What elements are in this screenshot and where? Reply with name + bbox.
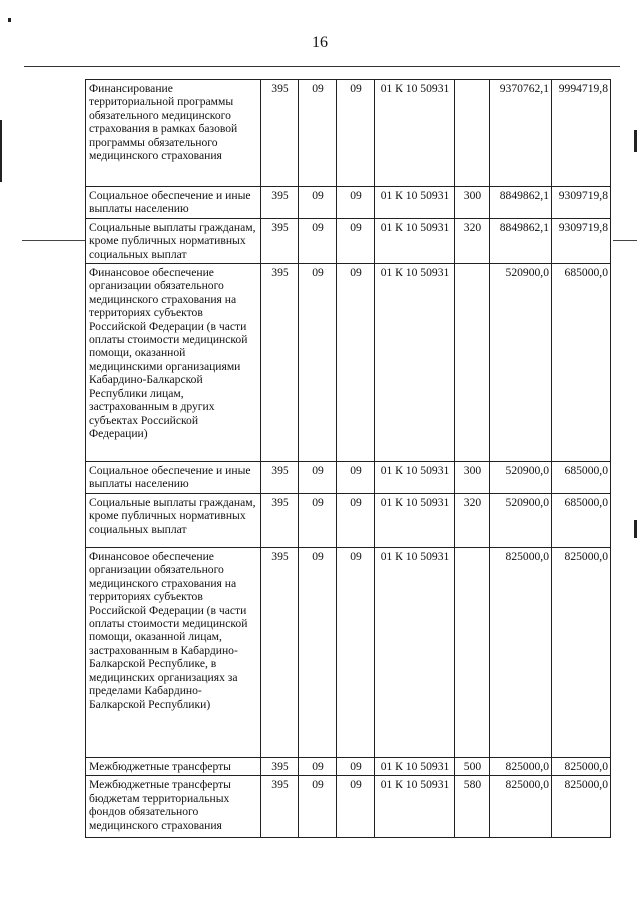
target-article-code: 01 К 10 50931	[375, 264, 455, 462]
amount-year-2: 9309719,8	[552, 218, 611, 263]
row-name: Межбюджетные трансферты бюджетам территориальных фондов обязательного медицинского страхования	[86, 776, 261, 838]
scan-artifact	[634, 130, 637, 152]
target-article-code: 01 К 10 50931	[375, 494, 455, 548]
ministry-code: 395	[261, 758, 299, 776]
section-code: 09	[299, 462, 337, 494]
row-name: Социальные выплаты гражданам, кроме публичных нормативных социальных выплат	[86, 218, 261, 263]
amount-year-1: 520900,0	[490, 264, 552, 462]
ministry-code: 395	[261, 187, 299, 219]
table-row	[86, 776, 611, 838]
subsection-code: 09	[337, 462, 375, 494]
subsection-code: 09	[337, 776, 375, 838]
ministry-code: 395	[261, 80, 299, 187]
expense-type-code: 300	[455, 462, 490, 494]
subsection-code: 09	[337, 758, 375, 776]
amount-year-2: 825000,0	[552, 776, 611, 838]
target-article-code: 01 К 10 50931	[375, 187, 455, 219]
section-code: 09	[299, 187, 337, 219]
ministry-code: 395	[261, 264, 299, 462]
scan-artifact	[22, 240, 86, 241]
ministry-code: 395	[261, 494, 299, 548]
amount-year-2: 825000,0	[552, 548, 611, 758]
subsection-code: 09	[337, 187, 375, 219]
target-article-code: 01 К 10 50931	[375, 548, 455, 758]
expense-type-code: 300	[455, 187, 490, 219]
ministry-code: 395	[261, 776, 299, 838]
table-row	[86, 462, 611, 494]
row-name: Финансовое обеспечение организации обязательного медицинского страхования на территориях субъектов Российской Федерации (в части оплаты стоимости медицинской помощи, оказанной медицинскими организациями Кабардино-Балкарской Республики лицам, застрахованным в других субъектах Российской Федерации)	[86, 264, 261, 462]
section-code: 09	[299, 548, 337, 758]
target-article-code: 01 К 10 50931	[375, 80, 455, 187]
expense-type-code	[455, 548, 490, 758]
table-row	[86, 758, 611, 776]
amount-year-1: 520900,0	[490, 462, 552, 494]
scan-artifact	[634, 520, 637, 538]
subsection-code: 09	[337, 218, 375, 263]
expense-type-code	[455, 264, 490, 462]
subsection-code: 09	[337, 264, 375, 462]
row-name: Межбюджетные трансферты	[86, 758, 261, 776]
target-article-code: 01 К 10 50931	[375, 776, 455, 838]
scan-artifact	[0, 120, 2, 182]
budget-table	[85, 79, 611, 838]
table-row	[86, 218, 611, 263]
scan-artifact	[8, 18, 11, 22]
section-code: 09	[299, 218, 337, 263]
expense-type-code: 320	[455, 494, 490, 548]
row-name: Социальное обеспечение и иные выплаты населению	[86, 462, 261, 494]
amount-year-1: 825000,0	[490, 548, 552, 758]
page-number: 16	[312, 34, 328, 51]
amount-year-1: 8849862,1	[490, 218, 552, 263]
amount-year-2: 685000,0	[552, 264, 611, 462]
scan-artifact	[613, 240, 637, 241]
target-article-code: 01 К 10 50931	[375, 462, 455, 494]
target-article-code: 01 К 10 50931	[375, 218, 455, 263]
ministry-code: 395	[261, 218, 299, 263]
subsection-code: 09	[337, 80, 375, 187]
table-row	[86, 80, 611, 187]
amount-year-2: 685000,0	[552, 494, 611, 548]
subsection-code: 09	[337, 548, 375, 758]
table-row	[86, 187, 611, 219]
amount-year-1: 9370762,1	[490, 80, 552, 187]
amount-year-2: 9309719,8	[552, 187, 611, 219]
section-code: 09	[299, 494, 337, 548]
amount-year-2: 9994719,8	[552, 80, 611, 187]
table-row	[86, 264, 611, 462]
section-code: 09	[299, 776, 337, 838]
expense-type-code: 320	[455, 218, 490, 263]
expense-type-code: 580	[455, 776, 490, 838]
subsection-code: 09	[337, 494, 375, 548]
row-name: Финансирование территориальной программы обязательного медицинского страхования в рамках базовой программы обязательного медицинского страхования	[86, 80, 261, 187]
section-code: 09	[299, 758, 337, 776]
amount-year-2: 825000,0	[552, 758, 611, 776]
table-row	[86, 548, 611, 758]
amount-year-1: 8849862,1	[490, 187, 552, 219]
header-rule	[24, 66, 620, 67]
ministry-code: 395	[261, 462, 299, 494]
amount-year-1: 825000,0	[490, 776, 552, 838]
amount-year-2: 685000,0	[552, 462, 611, 494]
section-code: 09	[299, 80, 337, 187]
amount-year-1: 520900,0	[490, 494, 552, 548]
ministry-code: 395	[261, 548, 299, 758]
expense-type-code	[455, 80, 490, 187]
section-code: 09	[299, 264, 337, 462]
table-row	[86, 494, 611, 548]
target-article-code: 01 К 10 50931	[375, 758, 455, 776]
amount-year-1: 825000,0	[490, 758, 552, 776]
row-name: Социальные выплаты гражданам, кроме публичных нормативных социальных выплат	[86, 494, 261, 548]
expense-type-code: 500	[455, 758, 490, 776]
row-name: Социальное обеспечение и иные выплаты населению	[86, 187, 261, 219]
row-name: Финансовое обеспечение организации обязательного медицинского страхования на территориях субъектов Российской Федерации (в части оплаты стоимости медицинской помощи, оказанной лицам, застрахованным в Кабардино-Балкарской Республике, в медицинских организациях за пределами Кабардино-Балкарской Республики)	[86, 548, 261, 758]
